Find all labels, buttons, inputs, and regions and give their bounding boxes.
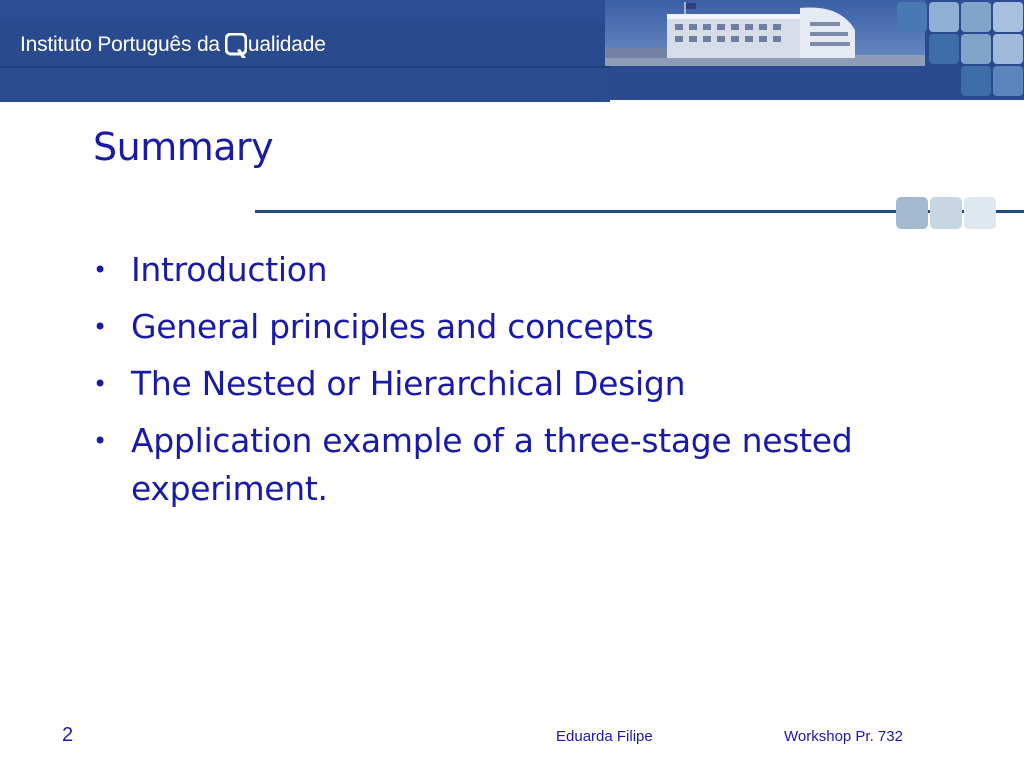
decor-tile [929, 34, 959, 64]
decor-tile [961, 34, 991, 64]
bullet-item [93, 246, 953, 294]
divider-tile [930, 197, 962, 229]
decor-tile [993, 2, 1023, 32]
brand-name-part2: ualidade [247, 33, 326, 56]
footer-author: Eduarda Filipe [556, 728, 653, 745]
summary-bullet-list [93, 246, 953, 522]
header-stripe-lower [0, 66, 610, 102]
bullet-item [93, 360, 953, 408]
decor-tile [929, 2, 959, 32]
header-band [0, 0, 1024, 100]
bullet-item [93, 417, 953, 513]
decor-tile [961, 2, 991, 32]
brand-name-part1: Instituto Português da [20, 33, 220, 56]
divider-tile [896, 197, 928, 229]
building-photo [605, 0, 925, 66]
bullet-text: Introduction [131, 250, 328, 289]
bullet-icon: • [93, 427, 107, 455]
institute-logo [20, 33, 326, 57]
footer-event: Workshop Pr. 732 [784, 728, 903, 745]
decor-tile [961, 66, 991, 96]
decor-tile [993, 66, 1023, 96]
bullet-icon: • [93, 313, 107, 341]
slide-title: Summary [93, 125, 274, 169]
decorative-tile-grid [895, 0, 1024, 100]
divider-tile [964, 197, 996, 229]
decor-tile [897, 2, 927, 32]
bullet-icon: • [93, 370, 107, 398]
bullet-icon: • [93, 256, 107, 284]
decor-tile [993, 34, 1023, 64]
bullet-text: Application example of a three-stage nested experiment. [131, 421, 853, 508]
quality-q-logo-icon [225, 33, 247, 57]
page-number: 2 [62, 724, 74, 746]
bullet-text: General principles and concepts [131, 307, 654, 346]
bullet-item [93, 303, 953, 351]
bullet-text: The Nested or Hierarchical Design [131, 364, 686, 403]
